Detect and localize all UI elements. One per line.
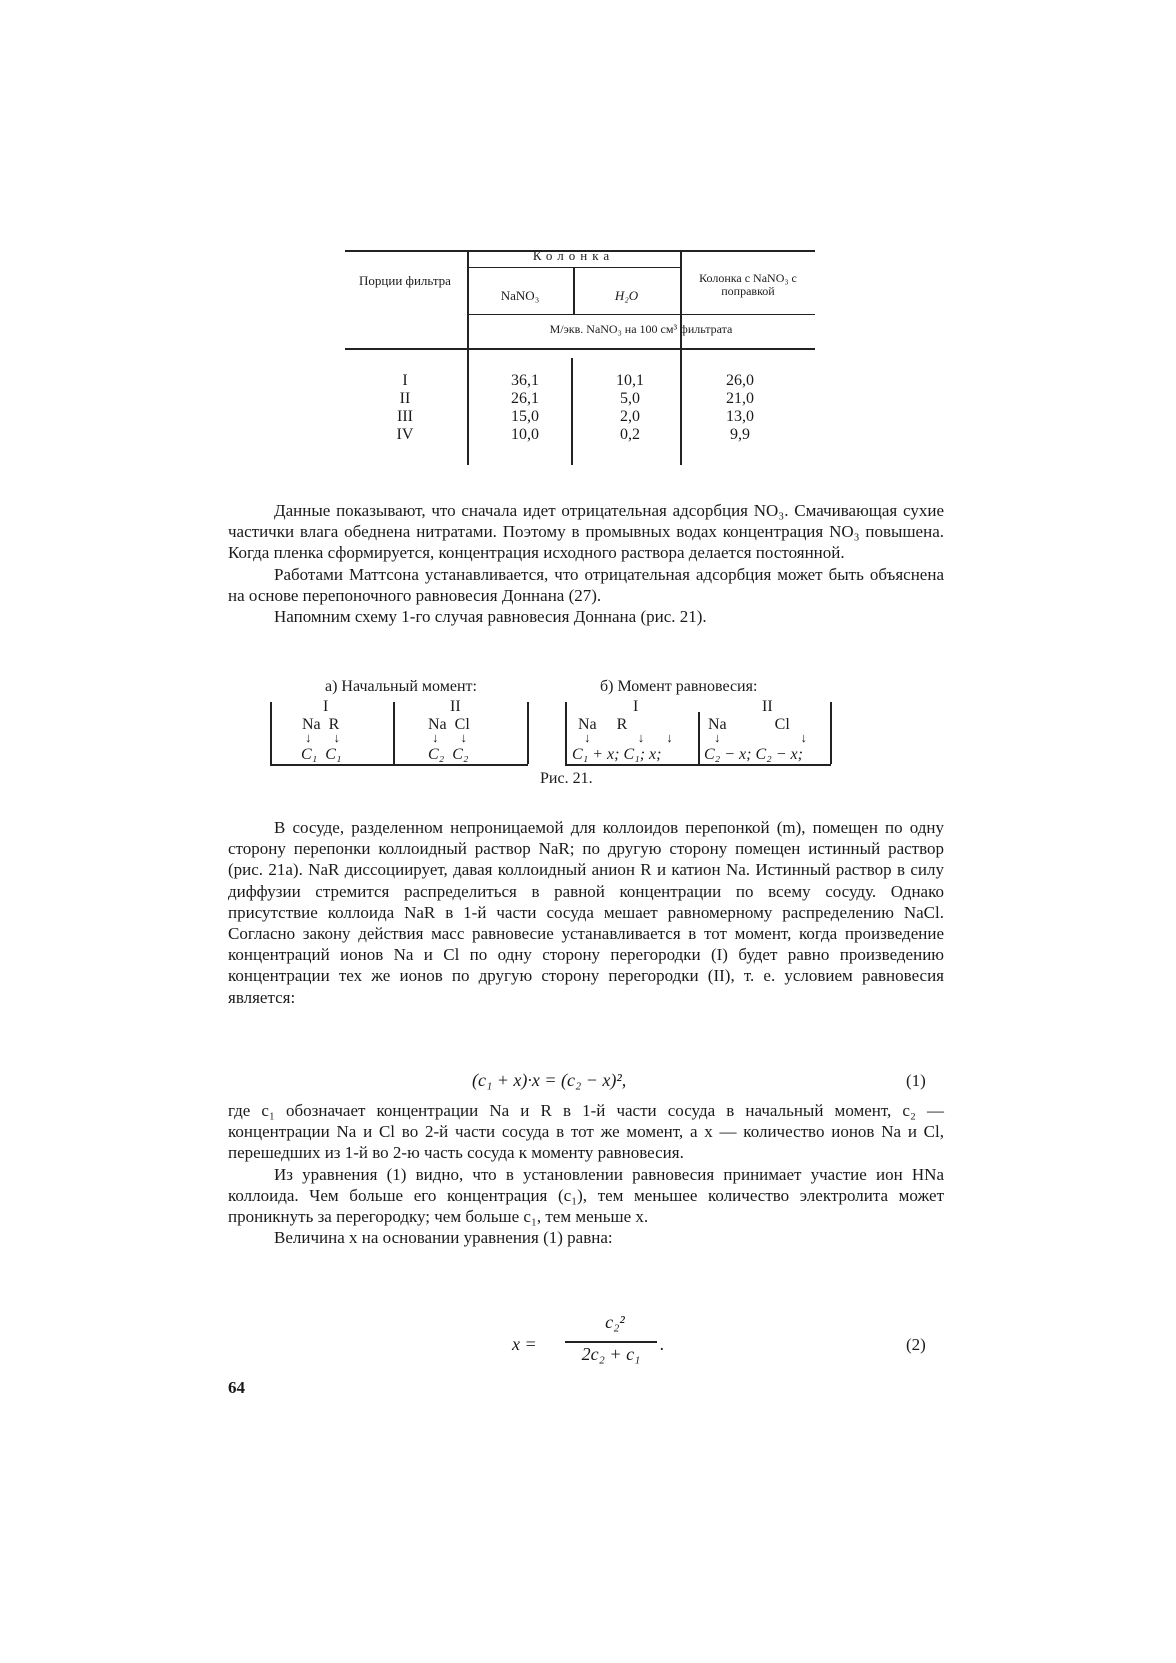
text-block-1 [228, 500, 944, 627]
cell-corr: 26,0 [726, 372, 754, 389]
table-header-rowlabel: Порции фильтра [359, 273, 451, 288]
cell-h2o: 2,0 [620, 408, 640, 425]
paragraph-vessel: В сосуде, разделенном непроницаемой для коллоидов перепонкой (m), помещен по одну сторону перепонки коллоидный раствор NaR; по другую сторону помещен истинный раствор (рис. 21а). NaR диссоциирует, давая коллоидный анион R и катион Na. Истинный раствор в силу диффузии стремится распределиться в равной концентрации по всему сосуду. Однако присутствие коллоида NaR в 1-й части сосуда мешает равномерному распределению NaCl. Согласно закону действия масс равновесие устанавливается в тот момент, когда произведение концентраций ионов Na и Cl по одну сторону перегородки (I) будет равно произведению концентрации тех же ионов по другую сторону перегородки (II), т. е. условием равновесия является: [228, 818, 944, 1007]
table-header-nano3: NaNO₃ [500, 288, 540, 303]
figure-label-b: б) Момент равновесия: [600, 678, 758, 695]
roman-two: II [762, 698, 773, 715]
equation-2-denominator: 2c₂ + c₁ [581, 1344, 641, 1364]
cell-corr: 21,0 [726, 390, 754, 407]
diagram-wall [270, 702, 272, 764]
table-header-corrected: Колонка с NaNO₃ с поправкой [699, 271, 797, 298]
ions-a-right: Na Cl [428, 716, 470, 733]
cell-h2o: 10,1 [616, 372, 644, 389]
cell-h2o: 5,0 [620, 390, 640, 407]
table-units-row: М/экв. NaNO₃ на 100 см³ фильтрата [549, 322, 733, 336]
cell-portion: II [399, 390, 411, 407]
diagram-membrane [393, 702, 395, 764]
roman-one: I [633, 698, 639, 715]
table-vrule-1 [467, 250, 469, 465]
diagram-base-b [565, 764, 831, 766]
diagram-wall [565, 702, 567, 764]
figure-caption: Рис. 21. [540, 770, 593, 787]
equation-1-number: (1) [906, 1071, 926, 1090]
roman-one: I [323, 698, 329, 715]
arrows-b-left: ↓ ↓↓ [584, 730, 695, 745]
equation-2-number: (2) [906, 1335, 926, 1354]
table-header-rule [345, 348, 815, 350]
arrows-a-left: ↓↓ [305, 730, 362, 745]
arrows-b-right: ↓↓ [714, 730, 887, 745]
conc-b-right: C₂ − x; C₂ − x; [704, 746, 803, 763]
equation-2-numerator: c₂² [605, 1312, 625, 1332]
cell-corr: 13,0 [726, 408, 754, 425]
arrows-a-right: ↓↓ [432, 730, 489, 745]
equation-2-lhs: x = [512, 1334, 537, 1354]
figure-label-a: а) Начальный момент: [325, 678, 477, 695]
table-header-h2o: H₂O [614, 288, 639, 303]
cell-nano3: 15,0 [511, 408, 539, 425]
conc-b-left: C₁ + x; C₁; x; [572, 746, 662, 763]
cell-h2o: 0,2 [620, 426, 640, 443]
diagram-membrane [698, 712, 700, 764]
cell-nano3: 36,1 [511, 372, 539, 389]
equation-2-dot: . [660, 1334, 665, 1354]
page-number: 64 [228, 1378, 245, 1397]
paragraph-where: где c₁ обозначает концентрации Na и R в 1-й части сосуда в начальный момент, c₂ — концентрации Na и Cl во 2-й части сосуда в тот же момент, а x — количество ионов Na и Cl, перешедших из 1-й во 2-ю часть сосуда к моменту равновесия. [228, 1101, 944, 1163]
cell-nano3: 10,0 [511, 426, 539, 443]
diagram-wall [527, 702, 529, 764]
roman-two: II [450, 698, 461, 715]
table-group-rule [467, 267, 680, 268]
cell-portion: I [402, 372, 408, 389]
paragraph-negative-adsorption: Данные показывают, что сначала идет отрицательная адсорбция NO₃. Смачивающая сухие частички влага обеднена нитратами. Поэтому в промывных водах концентрация NO₃ повышена. Когда пленка сформируется, концентрация исходного раствора делается постоянной. [228, 501, 944, 563]
paragraph-mattson: Работами Маттсона устанавливается, что отрицательная адсорбция может быть объяснена на основе перепоночного равновесия Доннана (27). [228, 564, 944, 605]
table-sub-rule [467, 314, 815, 315]
ions-a-left: Na R [302, 716, 340, 733]
text-block-3 [228, 1100, 944, 1248]
data-table [345, 250, 815, 495]
cell-corr: 9,9 [730, 426, 750, 443]
text-block-2 [228, 817, 944, 1008]
cell-nano3: 26,1 [511, 390, 539, 407]
paragraph-donnan-scheme: Напомним схему 1-го случая равновесия Доннана (рис. 21). [274, 607, 707, 627]
table-vrule-3 [680, 250, 682, 465]
ions-b-right: Na Cl [708, 716, 790, 733]
equation-2-fraction-bar [565, 1341, 657, 1343]
paragraph-from-equation: Из уравнения (1) видно, что в установлении равновесия принимает участие ион HNa коллоида. Чем больше его концентрация (c₁), тем меньшее количество электролита может проникнуть за перегородку; чем больше c₁, тем меньше x. [228, 1164, 944, 1227]
equation-1: (c₁ + x)·x = (c₂ − x)², [472, 1070, 627, 1090]
cell-portion: III [397, 408, 413, 425]
paragraph-value-x: Величина x на основании уравнения (1) равна: [274, 1228, 613, 1248]
table-vrule-2b [571, 358, 573, 465]
conc-a-left: C₁ C₁ [301, 746, 342, 763]
figure-21 [270, 678, 890, 808]
conc-a-right: C₂ C₂ [428, 746, 469, 763]
diagram-base-a [270, 764, 528, 766]
table-header-group: Колонка [532, 248, 615, 263]
ions-b-left: Na R [578, 716, 628, 733]
cell-portion: IV [396, 426, 414, 443]
